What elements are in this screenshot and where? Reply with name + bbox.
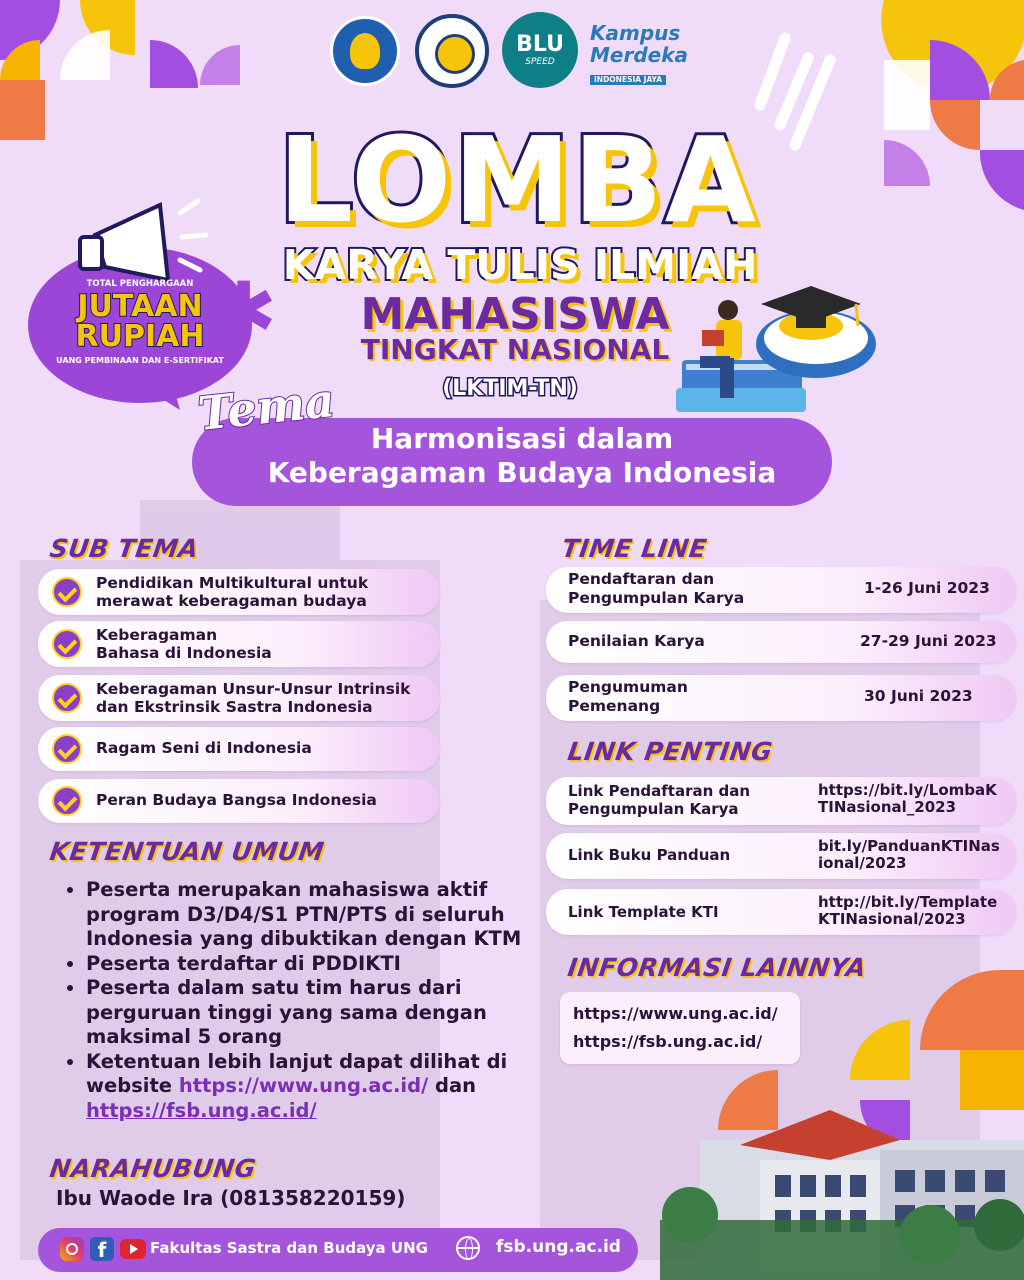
footer-social-text: Fakultas Sastra dan Budaya UNG — [150, 1239, 428, 1257]
info-link-ung[interactable]: https://www.ung.ac.id/ — [573, 1004, 778, 1023]
rule-item: • Peserta dalam satu tim harus dari perguruan tinggi yang sama dengan maksimal 5 orang — [86, 976, 546, 1050]
facebook-icon[interactable]: f — [90, 1237, 114, 1261]
globe-icon — [456, 1236, 480, 1260]
footer-website[interactable]: fsb.ung.ac.id — [496, 1237, 621, 1257]
timeline-item: Pengumuman Pemenang 30 Juni 2023 — [546, 675, 1016, 721]
checkmark-icon — [52, 629, 82, 659]
link-penting-heading: LINK PENTING — [565, 737, 775, 766]
ketentuan-heading: KETENTUAN UMUM — [47, 837, 327, 866]
rule-item: • Peserta terdaftar di PDDIKTI — [86, 952, 546, 977]
checkmark-icon — [52, 786, 82, 816]
title-lomba: LOMBA — [278, 111, 758, 249]
title-abbreviation: (LKTIM-TN) — [442, 376, 578, 401]
instagram-icon[interactable] — [60, 1237, 84, 1261]
sub-tema-heading: SUB TEMA — [47, 534, 201, 563]
checkmark-icon — [52, 577, 82, 607]
timeline-item: Pendaftaran dan Pengumpulan Karya 1-26 Juni 2023 — [546, 567, 1016, 613]
student-reading-illustration — [676, 282, 882, 416]
logo-tut-wuri-handayani — [330, 16, 400, 86]
link-url[interactable]: http://bit.ly/TemplateKTINasional/2023 — [818, 893, 998, 928]
link-item-template[interactable]: Link Template KTI http://bit.ly/TemplateKTINasional/2023 — [546, 889, 1016, 935]
timeline-item: Penilaian Karya 27-29 Juni 2023 — [546, 621, 1016, 663]
logo-blu-speed: BLU SPEED — [502, 12, 578, 88]
sub-tema-item: Ragam Seni di Indonesia — [38, 727, 440, 771]
narahubung-heading: NARAHUBUNG — [47, 1154, 258, 1183]
award-top-label: TOTAL PENGHARGAAN — [86, 279, 194, 289]
rule-item: • Peserta merupakan mahasiswa aktif program D3/D4/S1 PTN/PTS di seluruh Indonesia yang dibuktikan dengan KTM — [86, 878, 546, 952]
info-link-fsb[interactable]: https://fsb.ung.ac.id/ — [573, 1032, 763, 1051]
checkmark-icon — [52, 683, 82, 713]
sub-tema-item: Peran Budaya Bangsa Indonesia — [38, 779, 440, 823]
rule-item: • Ketentuan lebih lanjut dapat dilihat di website https://www.ung.ac.id/ dan https://fsb.ung.ac.id/ — [86, 1050, 546, 1124]
logo-kampus-merdeka: Kampus Merdeka INDONESIA JAYA — [590, 21, 689, 84]
award-jutaan: JUTAAN — [77, 289, 203, 324]
theme-line2: Keberagaman Budaya Indonesia — [267, 456, 777, 489]
sub-tema-item: Keberagaman Unsur-Unsur Intrinsik dan Ekstrinsik Sastra Indonesia — [38, 675, 440, 721]
info-heading: INFORMASI LAINNYA — [565, 953, 869, 982]
rule-link-ung[interactable]: https://www.ung.ac.id/ — [178, 1074, 429, 1097]
title-karya-tulis-ilmiah: KARYA TULIS ILMIAH — [282, 241, 758, 289]
ketentuan-list — [56, 878, 546, 1123]
theme-line1: Harmonisasi dalam — [370, 422, 674, 455]
rule-link-fsb[interactable]: https://fsb.ung.ac.id/ — [86, 1098, 317, 1122]
checkmark-icon — [52, 734, 82, 764]
award-rupiah: RUPIAH — [75, 319, 205, 354]
link-url[interactable]: bit.ly/PanduanKTINasional/2023 — [818, 837, 1000, 872]
info-box — [560, 992, 800, 1064]
asterisk-icon: ✱ — [210, 265, 278, 358]
timeline-heading: TIME LINE — [559, 534, 709, 563]
logo-ung — [415, 14, 489, 88]
sub-tema-item: Pendidikan Multikultural untuk merawat keberagaman budaya — [38, 569, 440, 615]
link-url[interactable]: https://bit.ly/LombaKTINasional_2023 — [818, 781, 997, 816]
award-bottom-label: UANG PEMBINAAN DAN E-SERTIFIKAT — [56, 356, 224, 365]
title-tingkat-nasional: TINGKAT NASIONAL — [360, 333, 670, 366]
youtube-icon[interactable] — [120, 1239, 146, 1259]
link-item-registration[interactable]: Link Pendaftaran dan Pengumpulan Karya https://bit.ly/LombaKTINasional_2023 — [546, 777, 1016, 825]
contact-person: Ibu Waode Ira (081358220159) — [56, 1186, 406, 1210]
title-mahasiswa: MAHASISWA — [360, 289, 670, 340]
sub-tema-item: Keberagaman Bahasa di Indonesia — [38, 621, 440, 667]
link-item-guidebook[interactable]: Link Buku Panduan bit.ly/PanduanKTINasional/2023 — [546, 833, 1016, 879]
theme-label: Tema — [195, 373, 338, 441]
megaphone-icon — [80, 205, 168, 280]
